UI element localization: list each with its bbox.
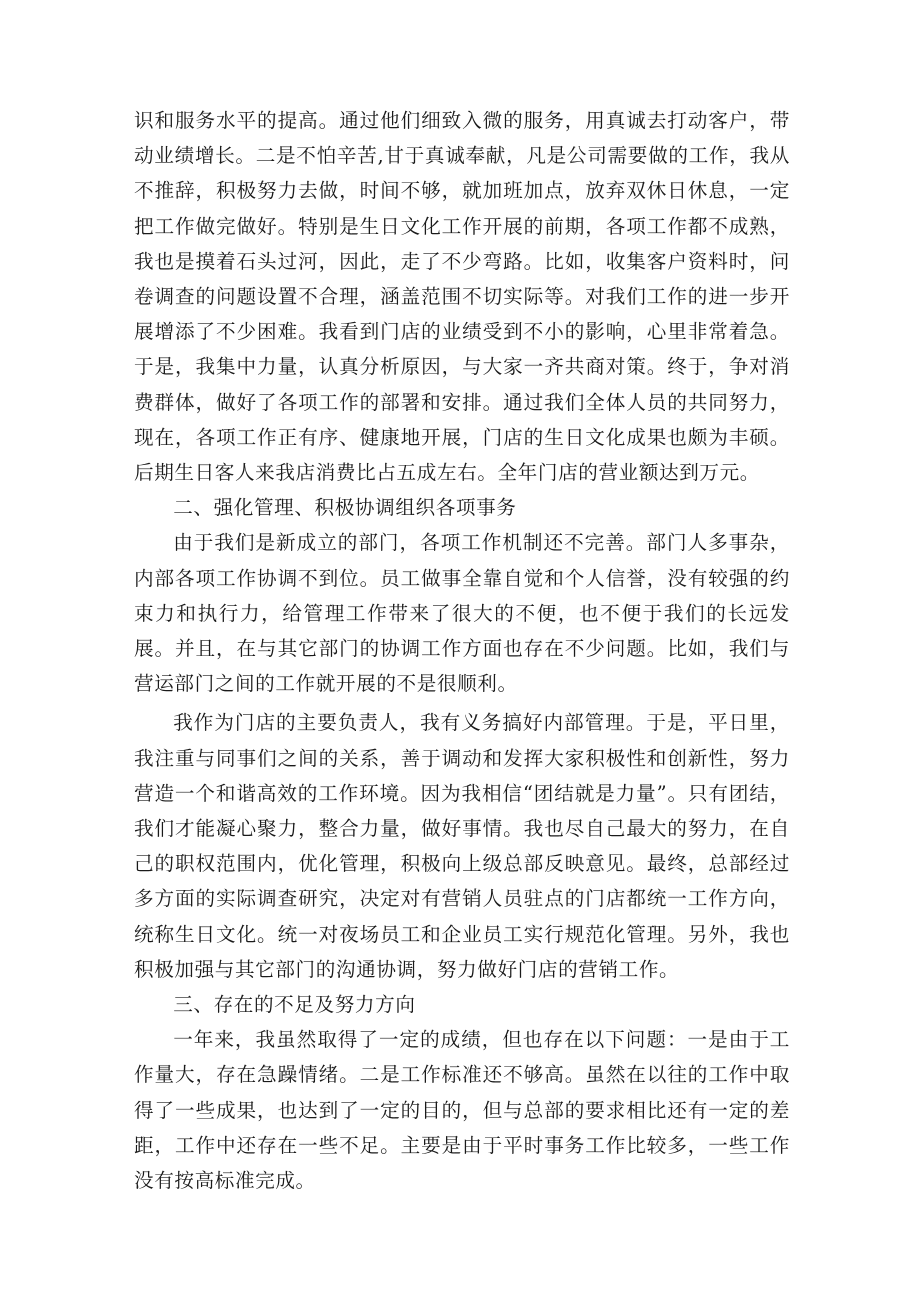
paragraph-body: 由于我们是新成立的部门，各项工作机制还不完善。部门人多事杂，内部各项工作协调不到位。员工做事全靠自觉和个人信誉，没有较强的约束力和执行力，给管理工作带来了很大的不便，也不便于我们的长远发展。并且，在与其它部门的协调工作方面也存在不少问题。比如，我们与营运部门之间的工作就开展的不是很顺利。 <box>134 531 790 696</box>
paragraph-continuation: 识和服务水平的提高。通过他们细致入微的服务，用真诚去打动客户，带动业绩增长。二是不怕辛苦,甘于真诚奉献，凡是公司需要做的工作，我从不推辞，积极努力去做，时间不够，就加班加点，放弃双休日休息，一定把工作做完做好。特别是生日文化工作开展的前期，各项工作都不成熟，我也是摸着石头过河，因此，走了不少弯路。比如，收集客户资料时，问卷调查的问题设置不合理，涵盖范围不切实际等。对我们工作的进一步开展增添了不少困难。我看到门店的业绩受到不小的影响，心里非常着急。于是，我集中力量，认真分析原因，与大家一齐共商对策。终于，争对消费群体，做好了各项工作的部署和安排。通过我们全体人员的共同努力，现在，各项工作正有序、健康地开展，门店的生日文化成果也颇为丰硕。后期生日客人来我店消费比占五成左右。全年门店的营业额达到万元。 <box>134 109 790 485</box>
document-body <box>134 103 790 1198</box>
section-heading-3: 三、存在的不足及努力方向 <box>173 993 416 1017</box>
section-heading-2: 二、强化管理、积极协调组织各项事务 <box>173 496 517 520</box>
paragraph-body: 我作为门店的主要负责人，我有义务搞好内部管理。于是，平日里，我注重与同事们之间的关系，善于调动和发挥大家积极性和创新性，努力营造一个和谐高效的工作环境。因为我相信“团结就是力量”。只有团结，我们才能凝心聚力，整合力量，做好事情。我也尽自己最大的努力，在自己的职权范围内，优化管理，积极向上级总部反映意见。最终，总部经过多方面的实际调查研究，决定对有营销人员驻点的门店都统一工作方向，统称生日文化。统一对夜场员工和企业员工实行规范化管理。另外，我也积极加强与其它部门的沟通协调，努力做好门店的营销工作。 <box>134 711 790 981</box>
paragraph-body: 一年来，我虽然取得了一定的成绩，但也存在以下问题：一是由于工作量大，存在急躁情绪。二是工作标准还不够高。虽然在以往的工作中取得了一些成果，也达到了一定的目的，但与总部的要求相比还有一定的差距，工作中还存在一些不足。主要是由于平时事务工作比较多，一些工作没有按高标准完成。 <box>134 1028 790 1193</box>
